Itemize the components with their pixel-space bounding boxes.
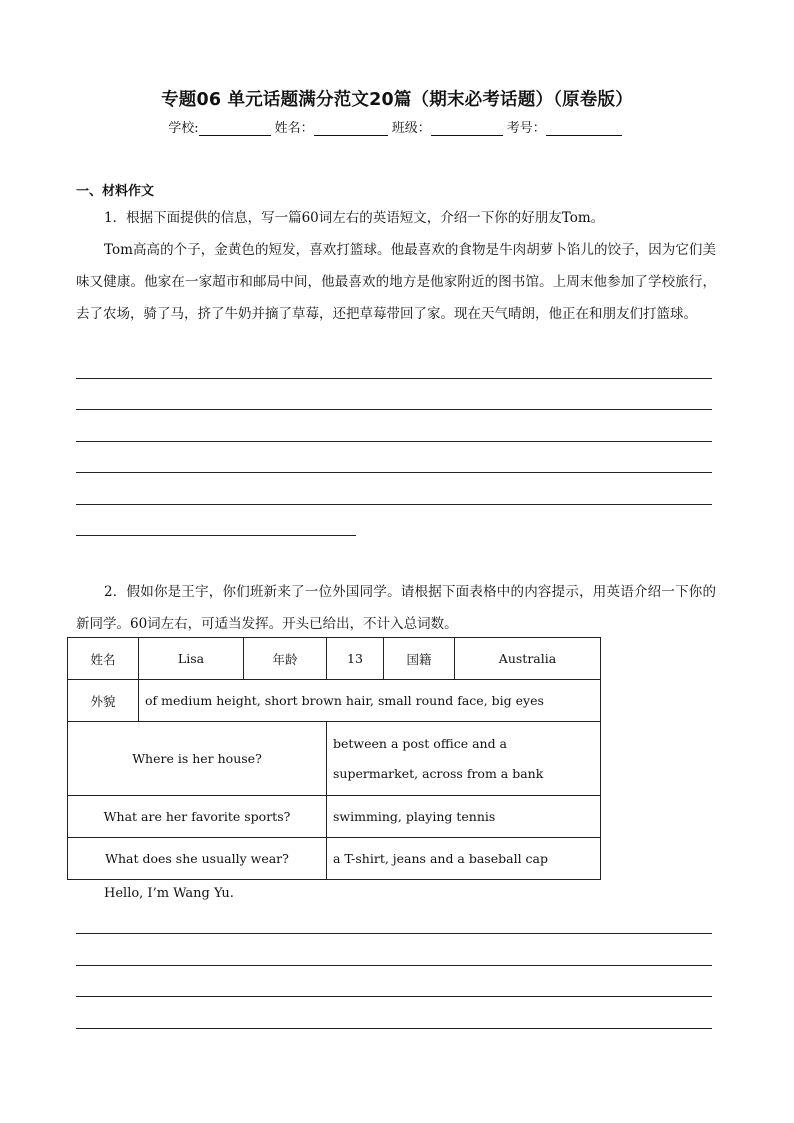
answer-line[interactable] bbox=[76, 441, 712, 442]
school-blank[interactable] bbox=[199, 121, 271, 136]
school-label: 学校: bbox=[168, 121, 199, 136]
age-value-cell: 13 bbox=[327, 638, 384, 680]
section-heading: 一、材料作文 bbox=[76, 184, 155, 199]
wear-question-cell: What does she usually wear? bbox=[68, 838, 327, 880]
nationality-label-cell: 国籍 bbox=[384, 638, 455, 680]
sports-answer-cell: swimming, playing tennis bbox=[327, 796, 601, 838]
answer-line[interactable] bbox=[76, 996, 712, 997]
question-1-prompt: 1．根据下面提供的信息，写一篇60词左右的英语短文，介绍一下你的好朋友Tom。 bbox=[104, 210, 605, 226]
name-label-cell: 姓名 bbox=[68, 638, 139, 680]
page-title: 专题06 单元话题满分范文20篇（期末必考话题）（原卷版） bbox=[161, 90, 633, 110]
appearance-value-cell: of medium height, short brown hair, small round face, big eyes bbox=[139, 680, 601, 722]
name-blank[interactable] bbox=[314, 121, 388, 136]
name-value-cell: Lisa bbox=[139, 638, 244, 680]
exam-number-blank[interactable] bbox=[546, 121, 622, 136]
answer-line[interactable] bbox=[76, 504, 712, 505]
question-2-prompt: 2．假如你是王宇，你们班新来了一位外国同学。请根据下面表格中的内容提示，用英语介绍一下你的新同学。60词左右，可适当发挥。开头已给出，不计入总词数。 bbox=[76, 584, 716, 632]
student-info-table bbox=[67, 637, 601, 880]
name-label: 姓名： bbox=[274, 121, 314, 136]
answer-line[interactable] bbox=[76, 409, 712, 410]
student-info-line bbox=[160, 117, 634, 136]
question-1-material: Tom高高的个子，金黄色的短发，喜欢打篮球。他最喜欢的食物是牛肉胡萝卜馅儿的饺子，因为它们美味又健康。他家在一家超市和邮局中间，他最喜欢的地方是他家附近的图书馆。上周末他参加了学校旅行，去了农场，骑了马，挤了牛奶并摘了草莓，还把草莓带回了家。现在天气晴朗，他正在和朋友们打篮球。 bbox=[76, 242, 716, 322]
answer-line[interactable] bbox=[76, 965, 712, 966]
appearance-label-cell: 外貌 bbox=[68, 680, 139, 722]
class-blank[interactable] bbox=[431, 121, 503, 136]
exam-number-label: 考号： bbox=[506, 121, 546, 136]
answer-line[interactable] bbox=[76, 535, 356, 536]
answer-line[interactable] bbox=[76, 378, 712, 379]
house-answer-cell: between a post office and a supermarket, across from a bank bbox=[327, 722, 601, 796]
age-label-cell: 年龄 bbox=[244, 638, 327, 680]
essay-opening: Hello, I’m Wang Yu. bbox=[104, 886, 234, 901]
answer-line[interactable] bbox=[76, 472, 712, 473]
nationality-value-cell: Australia bbox=[455, 638, 601, 680]
sports-question-cell: What are her favorite sports? bbox=[68, 796, 327, 838]
answer-line[interactable] bbox=[76, 933, 712, 934]
wear-answer-cell: a T-shirt, jeans and a baseball cap bbox=[327, 838, 601, 880]
class-label: 班级： bbox=[391, 121, 431, 136]
answer-line[interactable] bbox=[76, 1028, 712, 1029]
house-question-cell: Where is her house? bbox=[68, 722, 327, 796]
